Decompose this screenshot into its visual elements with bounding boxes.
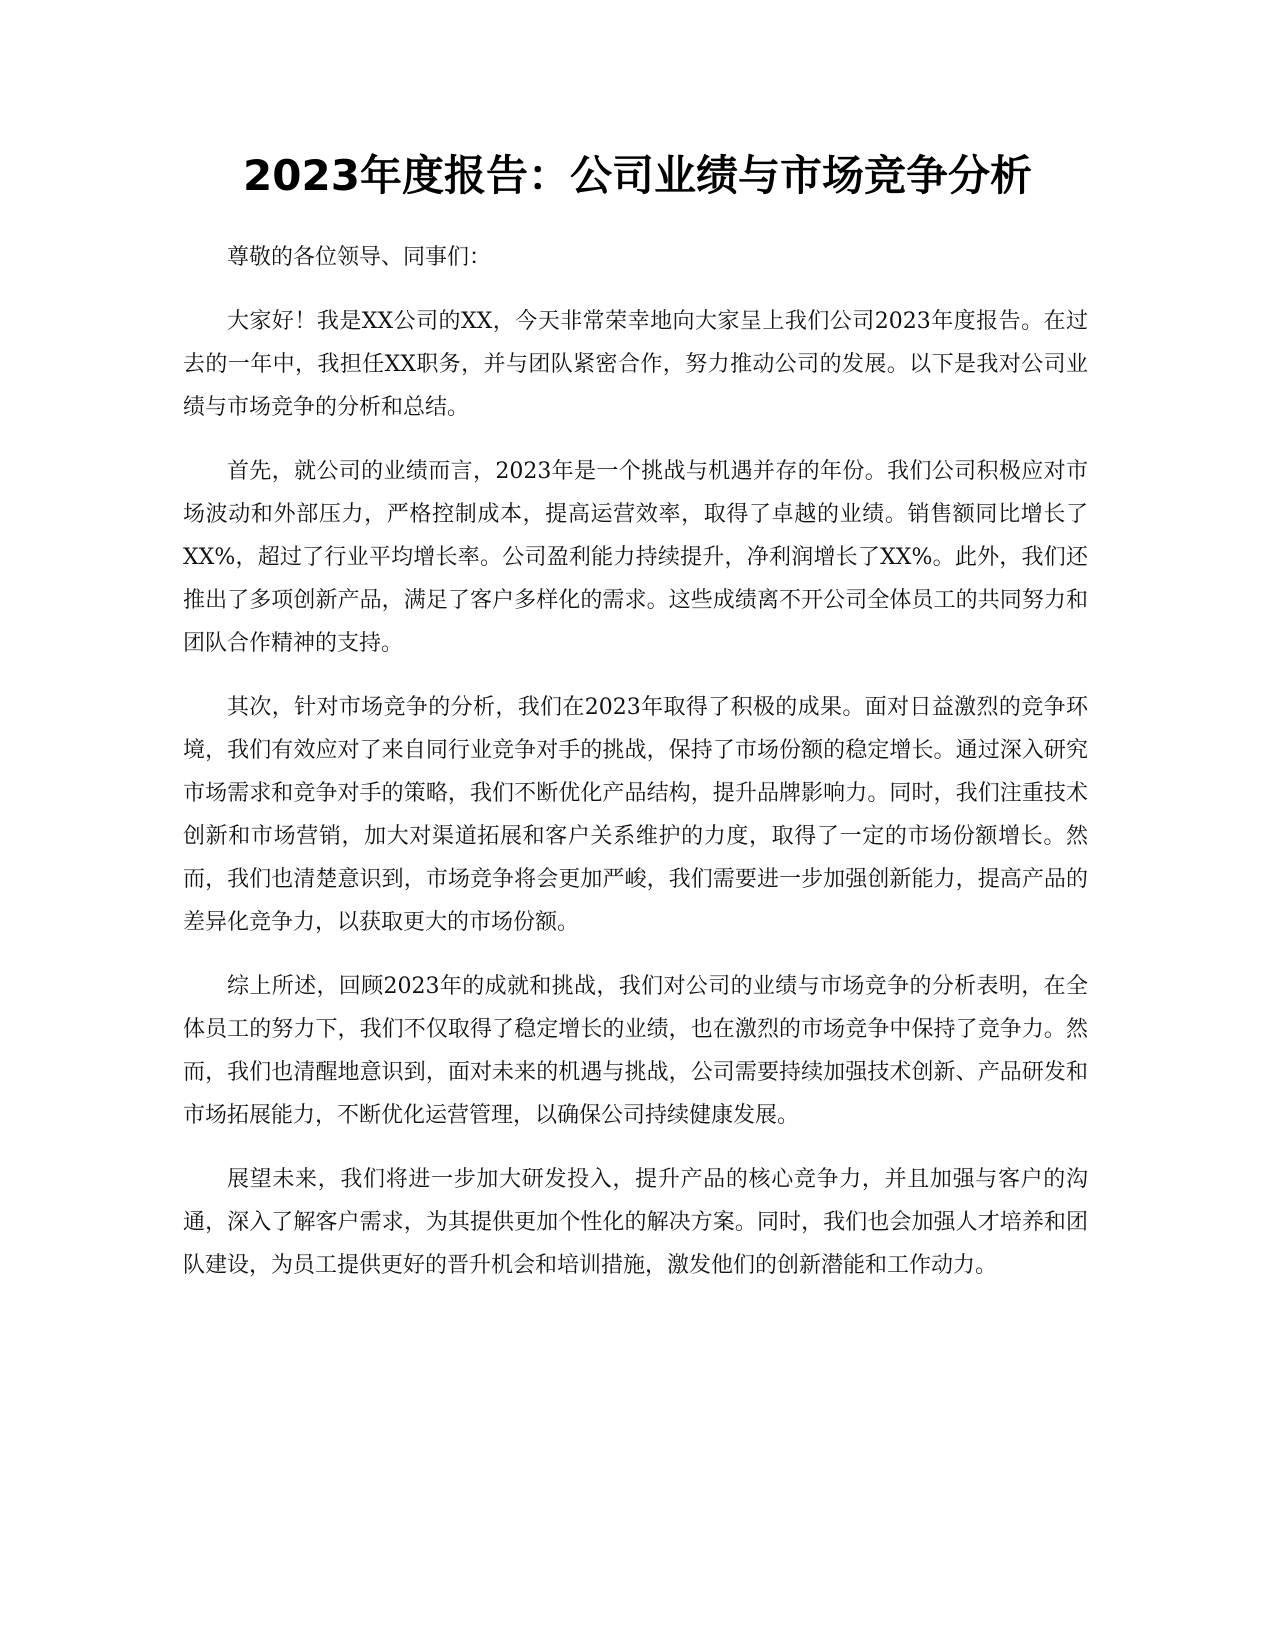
- document-title: 2023年度报告：公司业绩与市场竞争分析: [243, 151, 1032, 200]
- performance-paragraph: 首先，就公司的业绩而言，2023年是一个挑战与机遇并存的年份。我们公司积极应对市场波动和外部压力，严格控制成本，提高运营效率，取得了卓越的业绩。销售额同比增长了XX%，超过了行业平均增长率。公司盈利能力持续提升，净利润增长了XX%。此外，我们还推出了多项创新产品，满足了客户多样化的需求。这些成绩离不开公司全体员工的共同努力和团队合作精神的支持。: [183, 459, 1088, 656]
- salutation-paragraph: 尊敬的各位领导、同事们：: [227, 245, 492, 270]
- summary-paragraph: 综上所述，回顾2023年的成就和挑战，我们对公司的业绩与市场竞争的分析表明，在全体员工的努力下，我们不仅取得了稳定增长的业绩，也在激烈的市场竞争中保持了竞争力。然而，我们也清醒地意识到，面对未来的机遇与挑战，公司需要持续加强技术创新、产品研发和市场拓展能力，不断优化运营管理，以确保公司持续健康发展。: [183, 974, 1088, 1128]
- competition-paragraph: 其次，针对市场竞争的分析，我们在2023年取得了积极的成果。面对日益激烈的竞争环境，我们有效应对了来自同行业竞争对手的挑战，保持了市场份额的稳定增长。通过深入研究市场需求和竞争对手的策略，我们不断优化产品结构，提升品牌影响力。同时，我们注重技术创新和市场营销，加大对渠道拓展和客户关系维护的力度，取得了一定的市场份额增长。然而，我们也清楚意识到，市场竞争将会更加严峻，我们需要进一步加强创新能力，提高产品的差异化竞争力，以获取更大的市场份额。: [183, 695, 1088, 935]
- outlook-paragraph: 展望未来，我们将进一步加大研发投入，提升产品的核心竞争力，并且加强与客户的沟通，深入了解客户需求，为其提供更加个性化的解决方案。同时，我们也会加强人才培养和团队建设，为员工提供更好的晋升机会和培训措施，激发他们的创新潜能和工作动力。: [183, 1167, 1088, 1278]
- document-body: [183, 236, 1088, 1308]
- intro-paragraph: 大家好！我是XX公司的XX，今天非常荣幸地向大家呈上我们公司2023年度报告。在过去的一年中，我担任XX职务，并与团队紧密合作，努力推动公司的发展。以下是我对公司业绩与市场竞争的分析和总结。: [183, 309, 1088, 420]
